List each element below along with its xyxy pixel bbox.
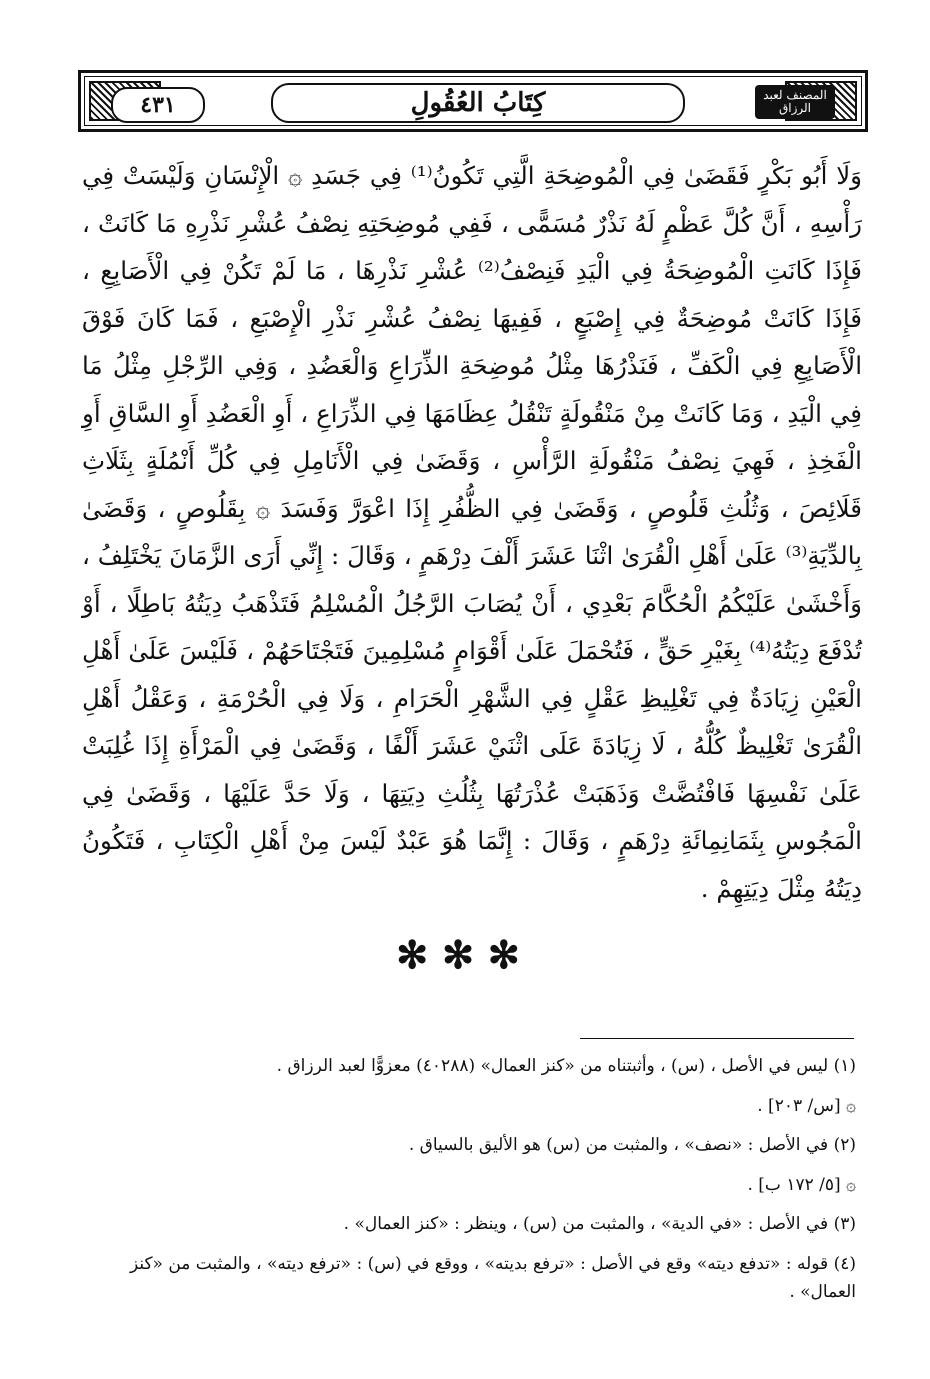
- book-logo: المصنف لعبد الرزاق: [755, 85, 835, 119]
- page-header: [78, 70, 868, 132]
- footnote-4: (٤) قوله : «تدفع ديته» وقع في الأصل : «ترفع بديته» ، ووقع في (س) : «ترفع ديته» ، والمثبت من «كنز العمال» .: [129, 1253, 856, 1302]
- footnote-2: (٢) في الأصل : «نصف» ، والمثبت من (س) هو الأليق بالسياق .: [408, 1135, 856, 1156]
- footnote-marker-1: ۞ [س/ ٢٠٣] .: [757, 1095, 856, 1116]
- footnote-marker-2: ۞ [٥/ ١٧٢ ب] .: [747, 1174, 856, 1195]
- page-number: ٤٣١: [111, 87, 205, 123]
- chapter-title: كِتَابُ العُقُولِ: [271, 83, 685, 123]
- main-text: وَلَا أَبُو بَكْرٍ فَقَضَىٰ فِي الْمُوضِحَةِ الَّتِي تَكُونُ⁽¹⁾ فِي جَسَدِ ۞ الْإِنْسَانِ وَلَيْسَتْ فِي رَأْسِهِ ، أَنَّ كُلَّ عَظْمٍ لَهُ نَذْرٌ مُسَمًّى ، فَفِي مُوضِحَتِهِ نِصْفُ عُشْرِ نَذْرِهِ مَا كَانَتْ ، فَإِذَا كَانَتِ الْمُوضِحَةُ فِي الْيَدِ فَنِصْفُ⁽²⁾ عُشْرِ نَذْرِهَا ، مَا لَمْ تَكُنْ فِي الْأَصَابِعِ ، فَإِذَا كَانَتْ مُوضِحَةٌ فِي إِصْبَعٍ ، فَفِيهَا نِصْفُ عُشْرِ نَذْرِ الْإِصْبَعِ ، فَمَا كَانَ فَوْقَ الْأَصَابِعِ فِي الْكَفِّ ، فَنَذْرُهَا مِثْلُ مُوضِحَةِ الذِّرَاعِ وَالْعَضُدِ ، وَفِي الرِّجْلِ مِثْلُ مَا فِي الْيَدِ ، وَمَا كَانَتْ مِنْ مَنْقُولَةٍ تَنْقُلُ عِظَامَهَا فِي الذِّرَاعِ ، أَوِ الْعَضُدِ أَوِ السَّاقِ أَوِ الْفَخِذِ ، فَهِيَ نِصْفُ مَنْقُولَةِ الرَّأْسِ ، وَقَضَىٰ فِي الْأَنَامِلِ فِي كُلِّ أَنْمُلَةٍ بِثَلَاثِ قَلَائِصَ ، وَثُلُثِ قَلُوصٍ ، وَقَضَىٰ فِي الظُّفُرِ إِذَا اعْوَرَّ وَفَسَدَ ۞ بِقَلُوصٍ ، وَقَضَىٰ بِالدِّيَةِ⁽³⁾ عَلَىٰ أَهْلِ الْقُرَىٰ اثْنَا عَشَرَ أَلْفَ دِرْهَمٍ ، وَقَالَ : إِنِّي أَرَى الزَّمَانَ يَخْتَلِفُ ، وَأَخْشَىٰ عَلَيْكُمُ الْحُكَّامَ بَعْدِي ، أَنْ يُصَابَ الرَّجُلُ الْمُسْلِمُ فَتَذْهَبُ دِيَتُهُ بَاطِلًا ، أَوْ تُدْفَعَ دِيَتُهُ⁽⁴⁾ بِغَيْرِ حَقٍّ ، فَتُحْمَلَ عَلَىٰ أَقْوَامٍ مُسْلِمِينَ فَتَجْتَاحَهُمْ ، فَلَيْسَ عَلَىٰ أَهْلِ الْعَيْنِ زِيَادَةٌ فِي تَغْلِيظِ عَقْلٍ فِي الشَّهْرِ الْحَرَامِ ، وَلَا فِي الْحُرْمَةِ ، وَعَقْلُ أَهْلِ الْقُرَىٰ تَغْلِيظٌ كُلُّهُ ، لَا زِيَادَةَ عَلَى اثْنَيْ عَشَرَ أَلْفًا ، وَقَضَىٰ فِي الْمَرْأَةِ إِذَا غُلِبَتْ عَلَىٰ نَفْسِهَا فَافْتُضَّتْ وَذَهَبَتْ عُذْرَتُهَا بِثُلُثِ دِيَتِهَا ، وَلَا حَدَّ عَلَيْهَا ، وَقَضَىٰ فِي الْمَجُوسِ بِثَمَانِمِائَةِ دِرْهَمٍ ، وَقَالَ : إِنَّمَا هُوَ عَبْدٌ لَيْسَ مِنْ أَهْلِ الْكِتَابِ ، فَتَكُونُ دِيَتُهُ مِثْلَ دِيَتِهِمْ .: [82, 161, 862, 903]
- footnotes: [82, 1052, 856, 1306]
- section-separator: ✻✻✻: [396, 932, 534, 977]
- footnote-3: (٣) في الأصل : «في الدية» ، والمثبت من (س) ، وينظر : «كنز العمال» .: [343, 1214, 856, 1235]
- footnote-1: (١) ليس في الأصل ، (س) ، وأثبتناه من «كنز العمال» (٤٠٢٨٨) معزوًّا لعبد الرزاق .: [276, 1056, 856, 1076]
- footnote-rule: [580, 1038, 854, 1039]
